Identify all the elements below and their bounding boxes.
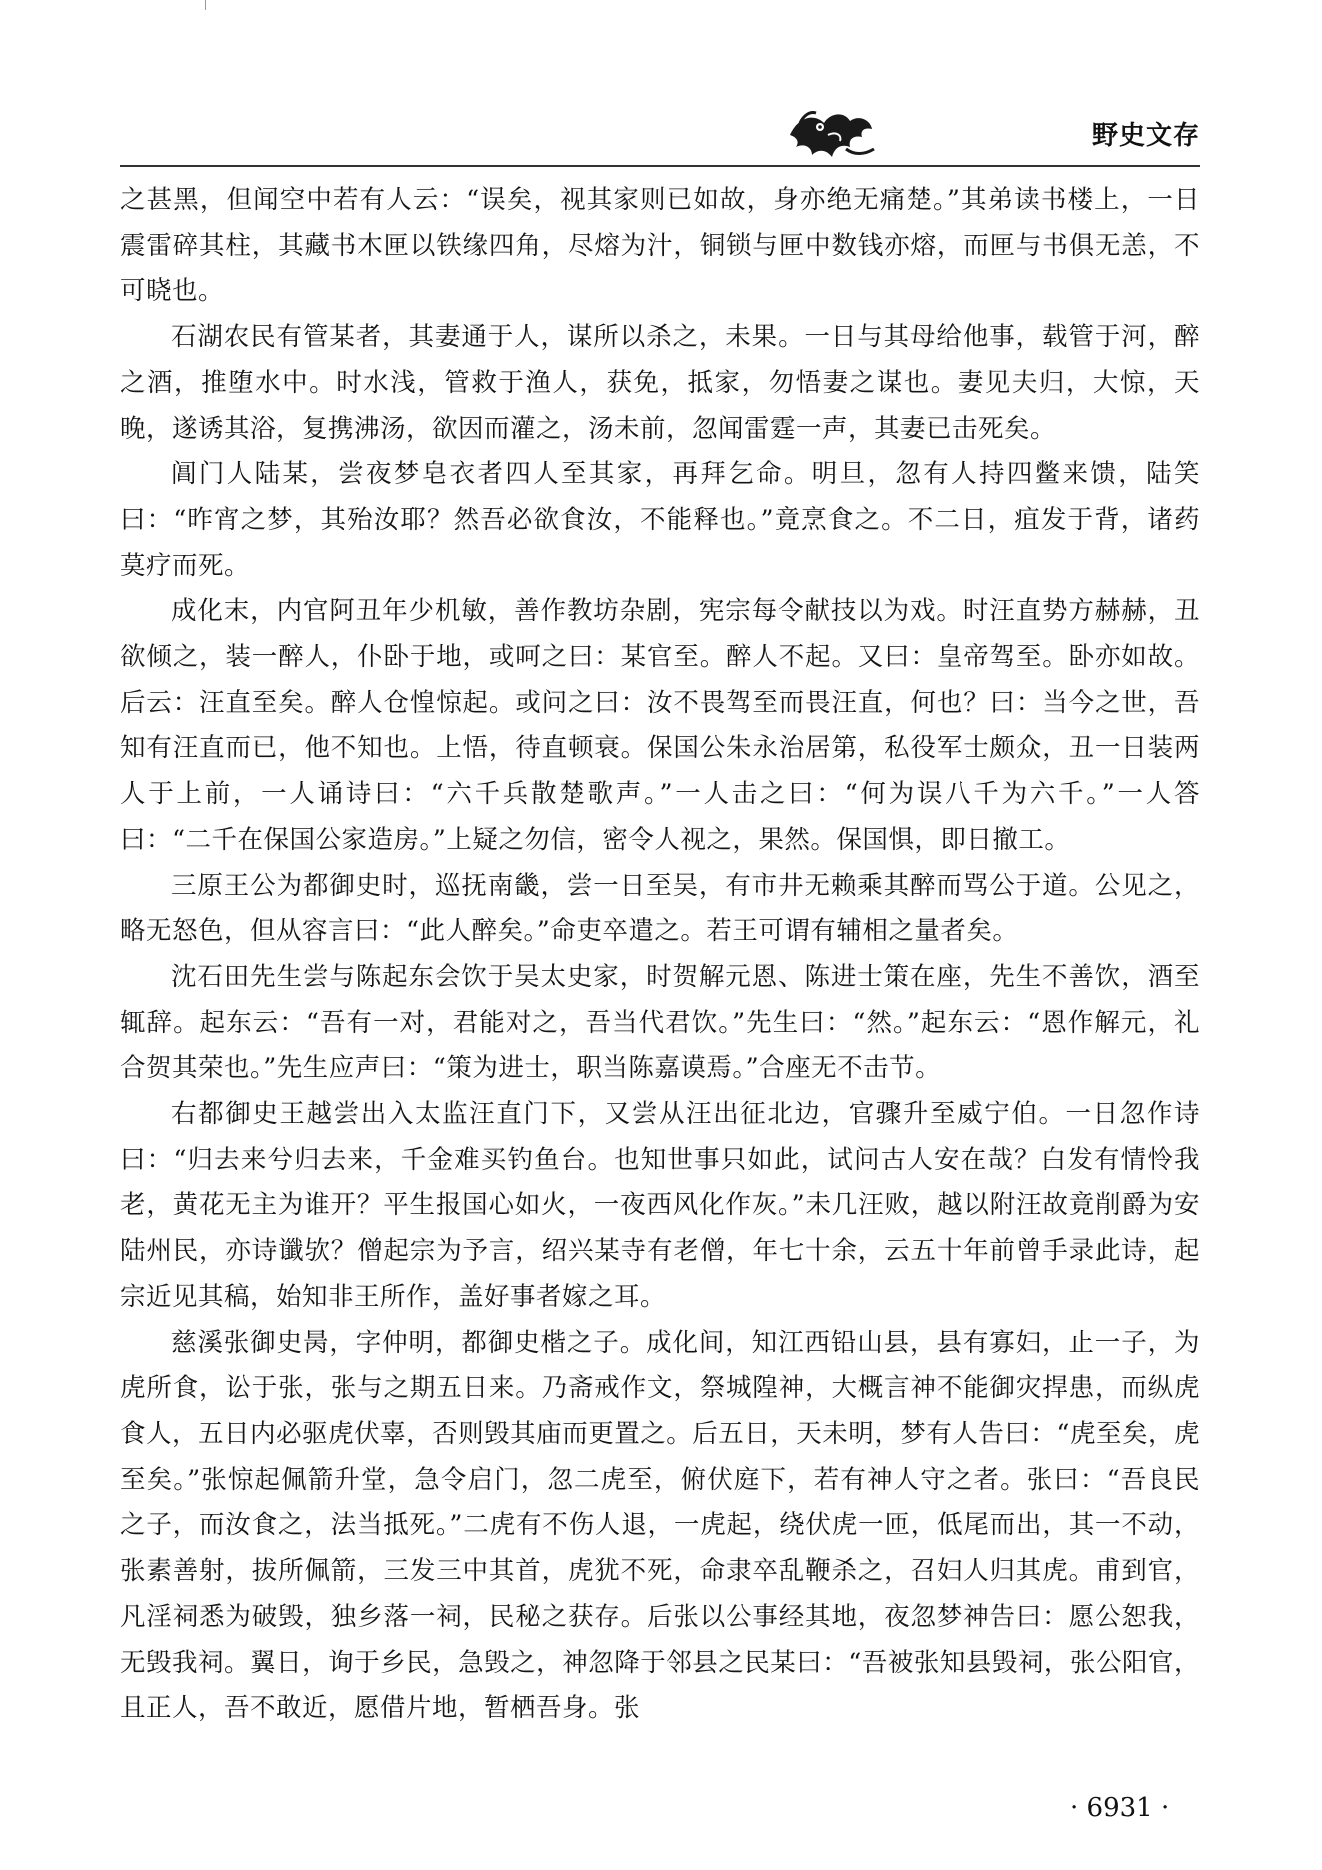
paragraph: 阊门人陆某，尝夜梦皂衣者四人至其家，再拜乞命。明旦，忽有人持四鳖来馈，陆笑曰：“昨宵之梦，其殆汝耶？然吾必欲食汝，不能释也。”竟烹食之。不二日，疽发于背，诸药莫疗而死。: [120, 459, 1200, 581]
series-title: 野史文存: [1091, 121, 1200, 151]
paragraph: 之甚黑，但闻空中若有人云：“误矣，视其家则已如故，身亦绝无痛楚。”其弟读书楼上，一日震雷碎其柱，其藏书木匣以铁缘四角，尽熔为汁，铜锁与匣中数钱亦熔，而匣与书俱无恙，不可晓也。: [120, 185, 1200, 307]
paragraph: 右都御史王越尝出入太监汪直门下，又尝从汪出征北边，官骤升至威宁伯。一日忽作诗曰：“归去来兮归去来，千金难买钓鱼台。也知世事只如此，试问古人安在哉？白发有情怜我老，黄花无主为谁开？平生报国心如火，一夜西风化作灰。”未几汪败，越以附汪故竟削爵为安陆州民，亦诗谶欤？僧起宗为予言，绍兴某寺有老僧，年七十余，云五十年前曾手录此诗，起宗近见其稿，始知非王所作，盖好事者嫁之耳。: [120, 1099, 1200, 1312]
header-rule: [120, 165, 1200, 167]
paragraph: 成化末，内官阿丑年少机敏，善作教坊杂剧，宪宗每令献技以为戏。时汪直势方赫赫，丑欲倾之，装一醉人，仆卧于地，或呵之曰：某官至。醉人不起。又曰：皇帝驾至。卧亦如故。后云：汪直至矣。醉人仓惶惊起。或问之曰：汝不畏驾至而畏汪直，何也？曰：当今之世，吾知有汪直而已，他不知也。上悟，待直顿衰。保国公朱永治居第，私役军士颇众，丑一日装两人于上前，一人诵诗曰：“六千兵散楚歌声。”一人击之曰：“何为误八千为六千。”一人答曰：“二千在保国公家造房。”上疑之勿信，密令人视之，果然。保国惧，即日撤工。: [120, 596, 1200, 855]
paragraph: 石湖农民有管某者，其妻通于人，谋所以杀之，未果。一日与其母给他事，载管于河，醉之酒，推堕水中。时水浅，管救于渔人，获免，抵家，勿悟妻之谋也。妻见夫归，大惊，天晚，遂诱其浴，复携沸汤，欲因而灌之，汤未前，忽闻雷霆一声，其妻已击死矣。: [120, 322, 1200, 444]
paragraph: 三原王公为都御史时，巡抚南畿，尝一日至吴，有市井无赖乘其醉而骂公于道。公见之，略无怒色，但从容言曰：“此人醉矣。”命吏卒遣之。若王可谓有辅相之量者矣。: [120, 870, 1200, 947]
paragraph: 慈溪张御史昺，字仲明，都御史楷之子。成化间，知江西铅山县，县有寡妇，止一子，为虎所食，讼于张，张与之期五日来。乃斋戒作文，祭城隍神，大概言神不能御灾捍患，而纵虎食人，五日内必驱虎伏辜，否则毁其庙而更置之。后五日，天未明，梦有人告曰：“虎至矣，虎至矣。”张惊起佩箭升堂，急令启门，忽二虎至，俯伏庭下，若有神人守之者。张曰：“吾良民之子，而汝食之，法当抵死。”二虎有不伤人退，一虎起，绕伏虎一匝，低尾而出，其一不动，张素善射，拔所佩箭，三发三中其首，虎犹不死，命隶卒乱鞭杀之，召妇人归其虎。甫到官，凡淫祠悉为破毁，独乡落一祠，民秘之获存。后张以公事经其地，夜忽梦神告曰：愿公恕我，无毁我祠。翼日，询于乡民，急毁之，神忽降于邻县之民某曰：“吾被张知县毁祠，张公阳官，且正人，吾不敢近，愿借片地，暂栖吾身。张: [120, 1327, 1200, 1724]
text-body: [120, 178, 1200, 1732]
scan-edge-mark: [205, 0, 206, 10]
page-number: · 6931 ·: [1070, 1793, 1170, 1823]
paragraph: 沈石田先生尝与陈起东会饮于吴太史家，时贺解元恩、陈进士策在座，先生不善饮，酒至辄辞。起东云：“吾有一对，君能对之，吾当代君饮。”先生曰：“然。”起东云：“恩作解元，礼合贺其荣也。”先生应声曰：“策为进士，职当陈嘉谟焉。”合座无不击节。: [120, 961, 1200, 1084]
dragon-emblem-icon: [780, 105, 880, 161]
page-header: [120, 105, 1200, 165]
